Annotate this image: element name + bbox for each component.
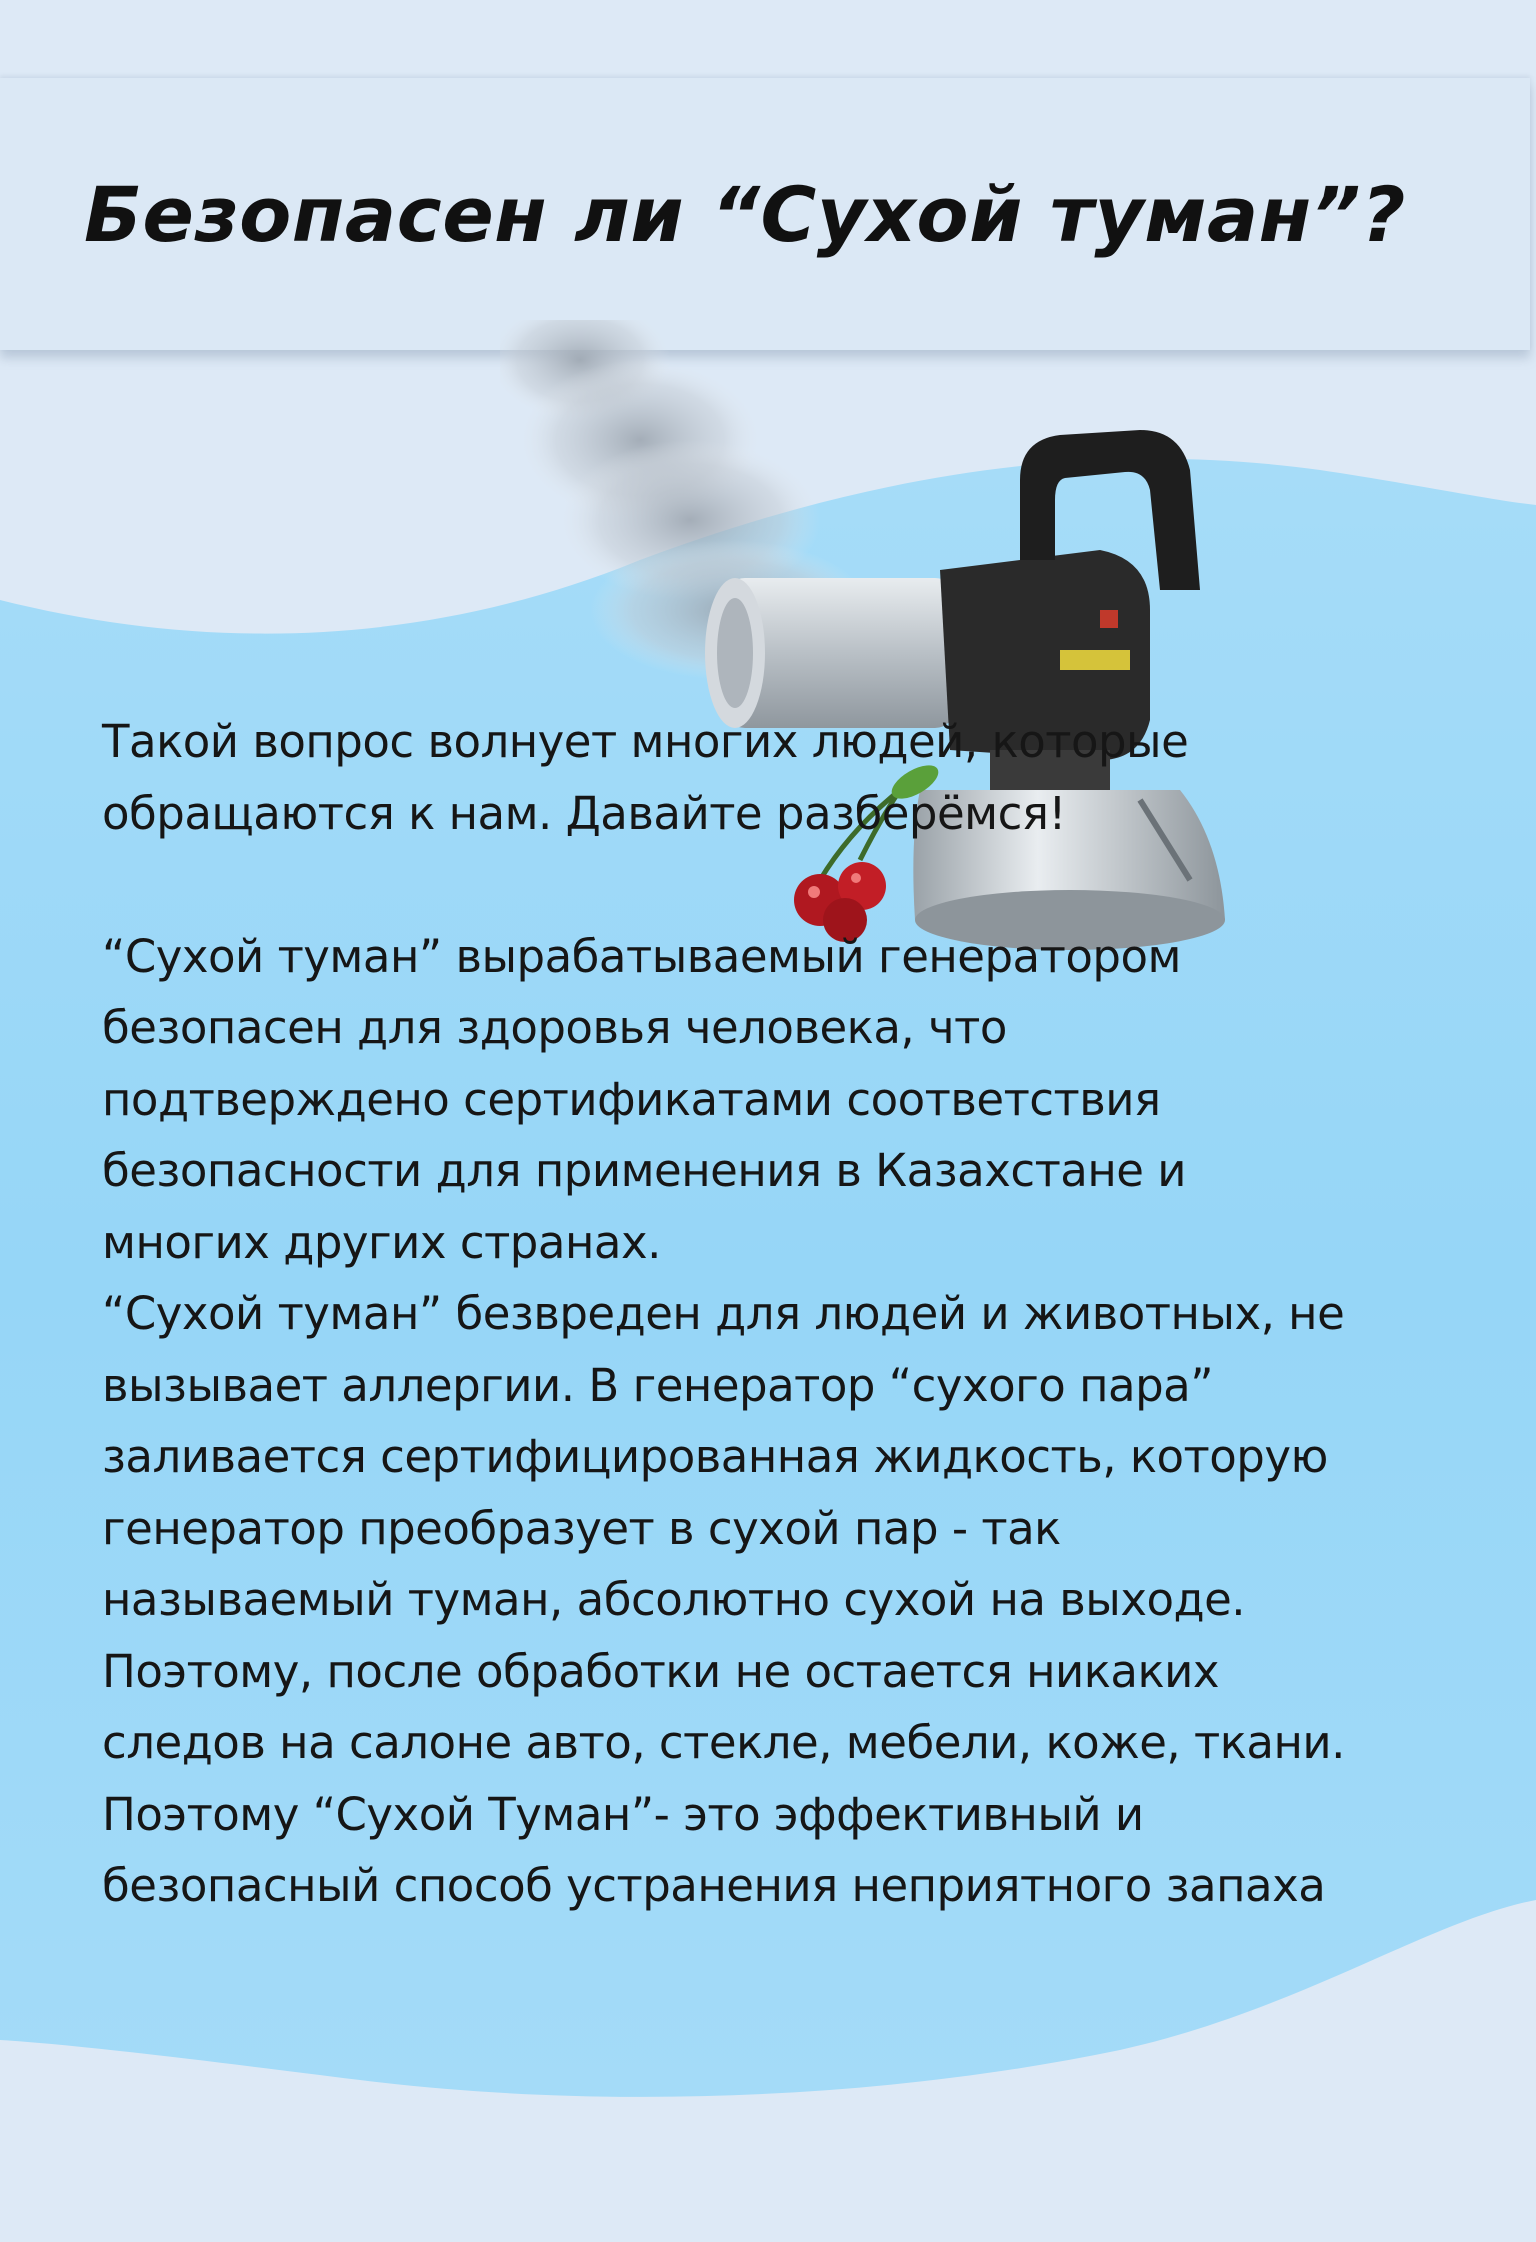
body-line: вызывает аллергии. В генератор “сухого пара” (102, 1358, 1214, 1412)
body-line: “Сухой туман” вырабатываемый генератором (102, 929, 1181, 983)
body-line: следов на салоне авто, стекле, мебели, коже, ткани. (102, 1716, 1345, 1769)
body-line: Поэтому “Сухой Туман”- это эффективный и (102, 1787, 1144, 1841)
body-line: “Сухой туман” безвреден для людей и животных, не (102, 1287, 1345, 1340)
body-line: генератор преобразует в сухой пар - так (102, 1501, 1061, 1555)
body-line: заливается сертифицированная жидкость, которую (102, 1430, 1328, 1483)
body-line: безопасности для применения в Казахстане и (102, 1144, 1187, 1197)
body-line: безопасный способ устранения неприятного запаха (102, 1859, 1326, 1912)
page-title: Безопасен ли “Сухой туман”? (84, 169, 1406, 259)
intro-line: Такой вопрос волнует многих людей, которые (102, 715, 1189, 768)
body-text (102, 706, 1522, 1922)
body-line: Поэтому, после обработки не остается никаких (102, 1644, 1220, 1698)
intro-line: обращаются к нам. Давайте разберёмся! (102, 786, 1066, 840)
body-line: называемый туман, абсолютно сухой на выходе. (102, 1573, 1246, 1626)
body-line: безопасен для здоровья человека, что (102, 1001, 1007, 1054)
body-line: многих других странах. (102, 1215, 661, 1269)
title-banner (0, 78, 1530, 350)
paragraph-gap (102, 849, 1522, 921)
body-line: подтверждено сертификатами соответствия (102, 1072, 1161, 1126)
